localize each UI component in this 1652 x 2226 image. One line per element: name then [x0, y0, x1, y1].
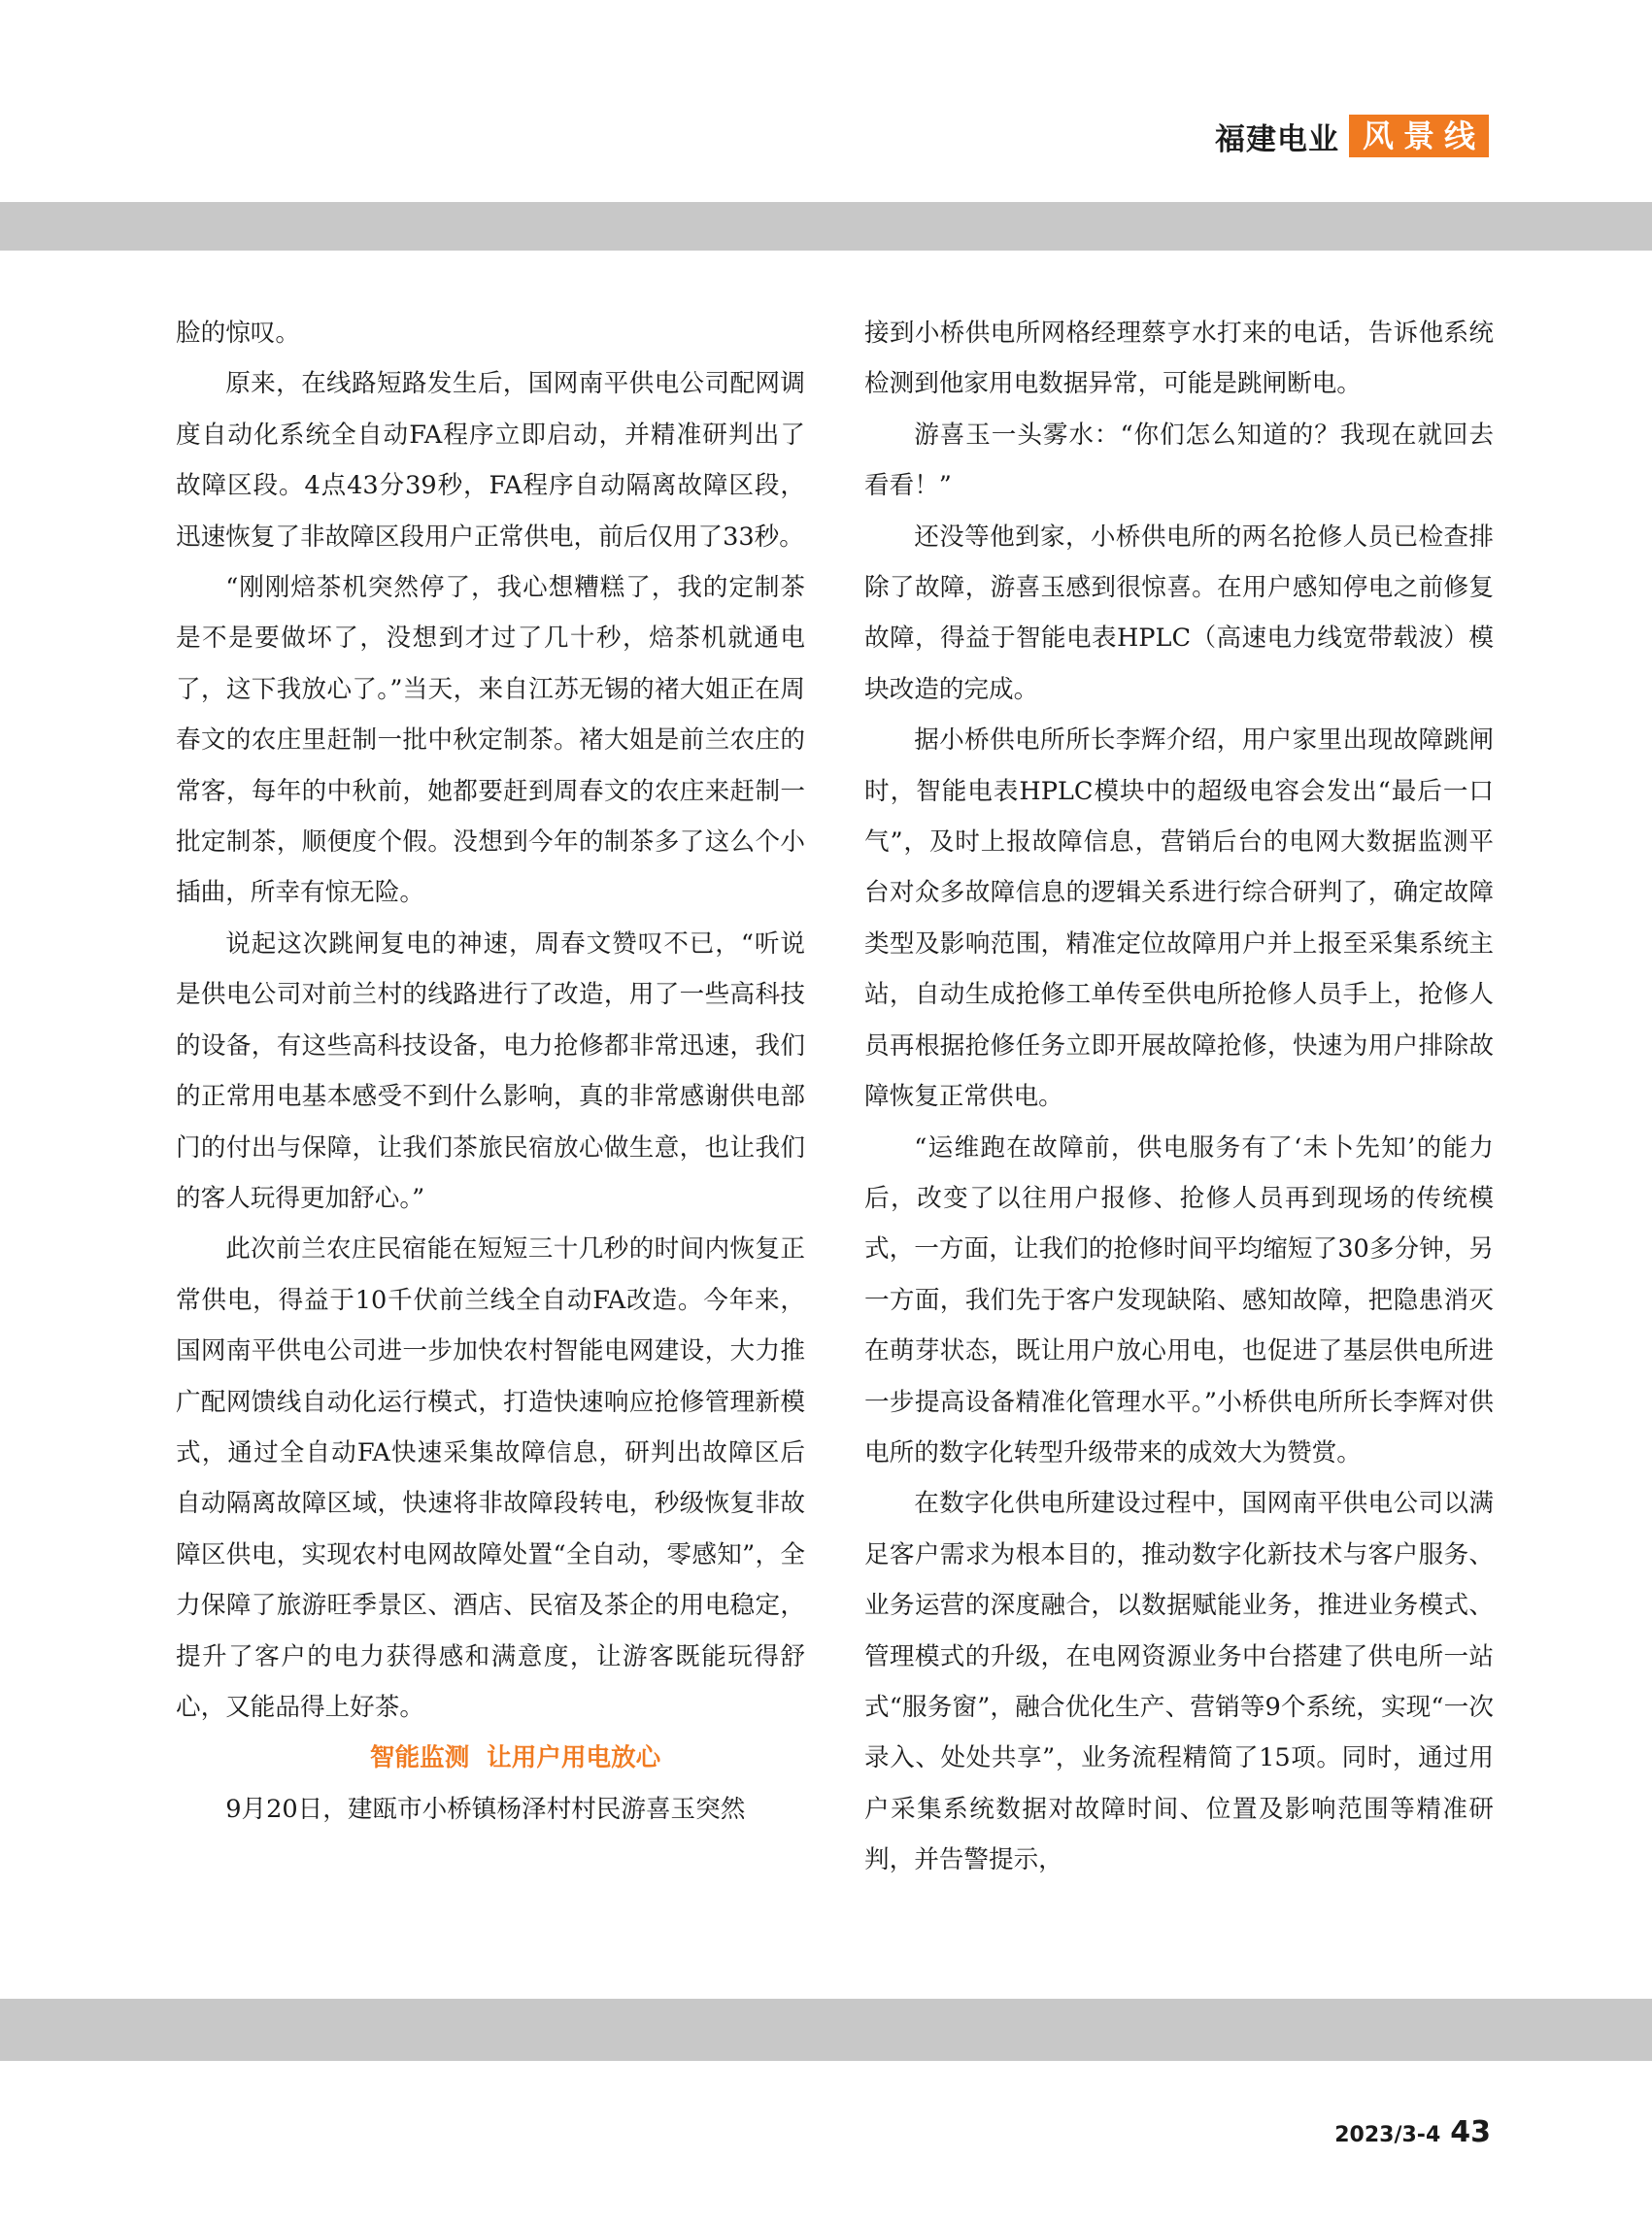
- paragraph: 说起这次跳闸复电的神速，周春文赞叹不已，“听说是供电公司对前兰村的线路进行了改造，用了一些高科技的设备，有这些高科技设备，电力抢修都非常迅速，我们的正常用电基本感受不到什么影响，真的非常感谢供电部门的付出与保障，让我们茶旅民宿放心做生意，也让我们的客人玩得更加舒心。”: [176, 928, 805, 1213]
- paragraph: 还没等他到家，小桥供电所的两名抢修人员已检查排除了故障，游喜玉感到很惊喜。在用户感知停电之前修复故障，得益于智能电表HPLC（高速电力线宽带载波）模块改造的完成。: [864, 522, 1494, 704]
- paragraph: 原来，在线路短路发生后，国网南平供电公司配网调度自动化系统全自动FA程序立即启动，并精准研判出了故障区段。4点43分39秒，FA程序自动隔离故障区段，迅速恢复了非故障区段用户正常供电，前后仅用了33秒。: [176, 369, 805, 552]
- magazine-name: 福建电业: [1214, 121, 1339, 157]
- paragraph: 接到小桥供电所网格经理蔡亨水打来的电话，告诉他系统检测到他家用电数据异常，可能是跳闸断电。: [864, 319, 1494, 399]
- paragraph: 此次前兰农庄民宿能在短短三十几秒的时间内恢复正常供电，得益于10千伏前兰线全自动FA改造。今年来，国网南平供电公司进一步加快农村智能电网建设，大力推广配网馈线自动化运行模式，打造快速响应抢修管理新模式，通过全自动FA快速采集故障信息，研判出故障区后自动隔离故障区域，快速将非故障段转电，秒级恢复非故障区供电，实现农村电网故障处置“全自动，零感知”，全力保障了旅游旺季景区、酒店、民宿及茶企的用电稳定，提升了客户的电力获得感和满意度，让游客既能玩得舒心，又能品得上好茶。: [176, 1234, 805, 1722]
- paragraph: 在数字化供电所建设过程中，国网南平供电公司以满足客户需求为根本目的，推动数字化新技术与客户服务、业务运营的深度融合，以数据赋能业务，推进业务模式、管理模式的升级，在电网资源业务中台搭建了供电所一站式“服务窗”，融合优化生产、营销等9个系统，实现“一次录入、处处共享”，业务流程精简了15项。同时，通过用户采集系统数据对故障时间、位置及影响范围等精准研判，并告警提示，: [864, 1489, 1494, 1875]
- left-column: [176, 308, 805, 1835]
- masthead: [1215, 115, 1489, 157]
- issue-number: 2023/3-4: [1334, 2123, 1441, 2147]
- top-gray-band: [0, 202, 1652, 251]
- section-subheading: 智能监测 让用户用电放心: [369, 1743, 661, 1773]
- paragraph: 9月20日，建瓯市小桥镇杨泽村村民游喜玉突然: [225, 1794, 746, 1824]
- paragraph: 据小桥供电所所长李辉介绍，用户家里出现故障跳闸时，智能电表HPLC模块中的超级电容会发出“最后一口气”，及时上报故障信息，营销后台的电网大数据监测平台对众多故障信息的逻辑关系进行综合研判了，确定故障类型及影响范围，精准定位故障用户并上报至采集系统主站，自动生成抢修工单传至供电所抢修人员手上，抢修人员再根据抢修任务立即开展故障抢修，快速为用户排除故障恢复正常供电。: [864, 725, 1494, 1112]
- paragraph: 脸的惊叹。: [176, 319, 300, 348]
- paragraph: 游喜玉一头雾水：“你们怎么知道的？我现在就回去看看！”: [864, 420, 1494, 501]
- bottom-gray-band: [0, 1999, 1652, 2061]
- paragraph: “刚刚焙茶机突然停了，我心想糟糕了，我的定制茶是不是要做坏了，没想到才过了几十秒，焙茶机就通电了，这下我放心了。”当天，来自江苏无锡的褚大姐正在周春文的农庄里赶制一批中秋定制茶。褚大姐是前兰农庄的常客，每年的中秋前，她都要赶到周春文的农庄来赶制一批定制茶，顺便度个假。没想到今年的制茶多了这么个小插曲，所幸有惊无险。: [176, 573, 805, 908]
- page-footer: [1334, 2115, 1491, 2149]
- section-tag: 风景线: [1349, 115, 1489, 157]
- paragraph: “运维跑在故障前，供电服务有了‘未卜先知’的能力后，改变了以往用户报修、抢修人员再到现场的传统模式，一方面，让我们的抢修时间平均缩短了30多分钟，另一方面，我们先于客户发现缺陷、感知故障，把隐患消灭在萌芽状态，既让用户放心用电，也促进了基层供电所进一步提高设备精准化管理水平。”小桥供电所所长李辉对供电所的数字化转型升级带来的成效大为赞赏。: [864, 1132, 1494, 1467]
- right-column: [864, 308, 1494, 1886]
- page-number: 43: [1450, 2115, 1491, 2149]
